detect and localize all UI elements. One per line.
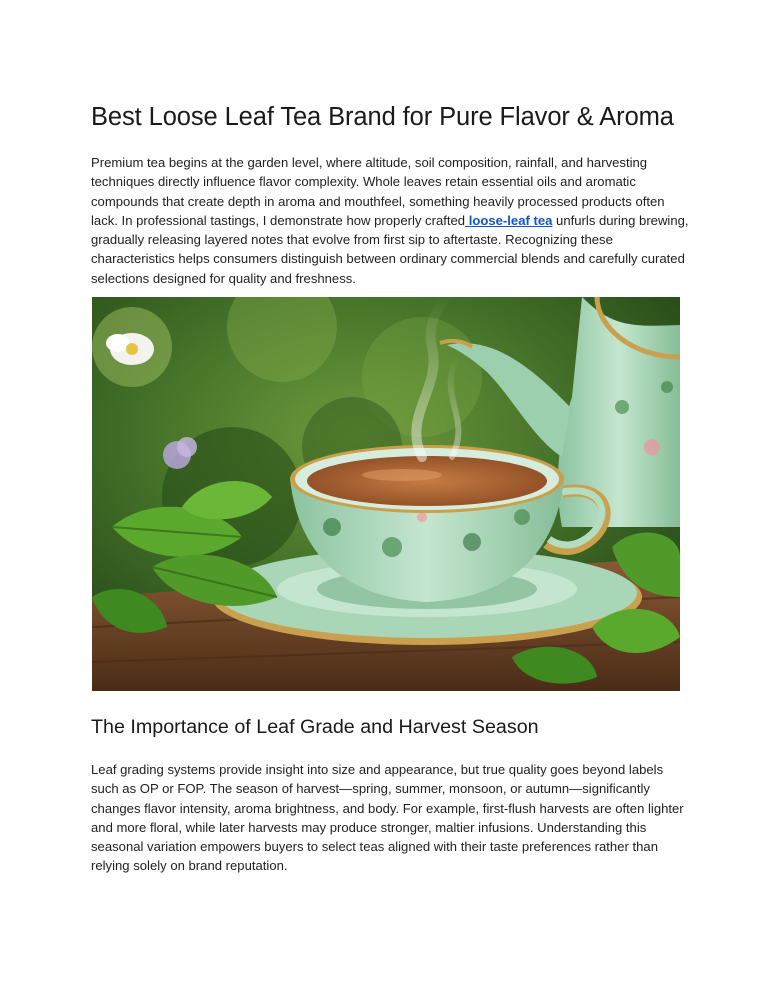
page-title: Best Loose Leaf Tea Brand for Pure Flavor & Aroma	[91, 103, 674, 131]
tea-surface	[307, 456, 547, 506]
intro-text-end: unfurls during brewing, gradually releasing layered notes that evolve from first sip to aftertaste. Recognizing these characteristics helps consumers distinguish between ordinary commercial blends and carefully curated selections designed for quality and freshness.	[91, 212, 689, 286]
tea-cup-illustration	[92, 297, 680, 691]
section-heading: The Importance of Leaf Grade and Harvest Season	[91, 716, 539, 738]
intro-paragraph	[91, 153, 691, 288]
intro-text-start: Premium tea begins at the garden level, where altitude, soil composition, rainfall, and harvesting techniques directly influence flavor complexity. Whole leaves retain essential oils and aromatic compounds that create depth in aroma and mouthfeel, something heavily processed products often lack. In professional tastings, I demonstrate how properly crafted	[91, 155, 665, 228]
tea-cup-photo	[92, 297, 680, 691]
loose-leaf-tea-link[interactable]: loose-leaf tea	[465, 212, 553, 228]
section-paragraph: Leaf grading systems provide insight into size and appearance, but true quality goes beyond labels such as OP or FOP. The season of harvest—spring, summer, monsoon, or autumn—significantly changes flavor intensity, aroma brightness, and body. For example, first-flush harvests are often lighter and more floral, while later harvests may produce stronger, maltier infusions. Understanding this seasonal variation empowers buyers to select teas aligned with their taste preferences rather than relying solely on brand reputation.	[91, 762, 684, 874]
